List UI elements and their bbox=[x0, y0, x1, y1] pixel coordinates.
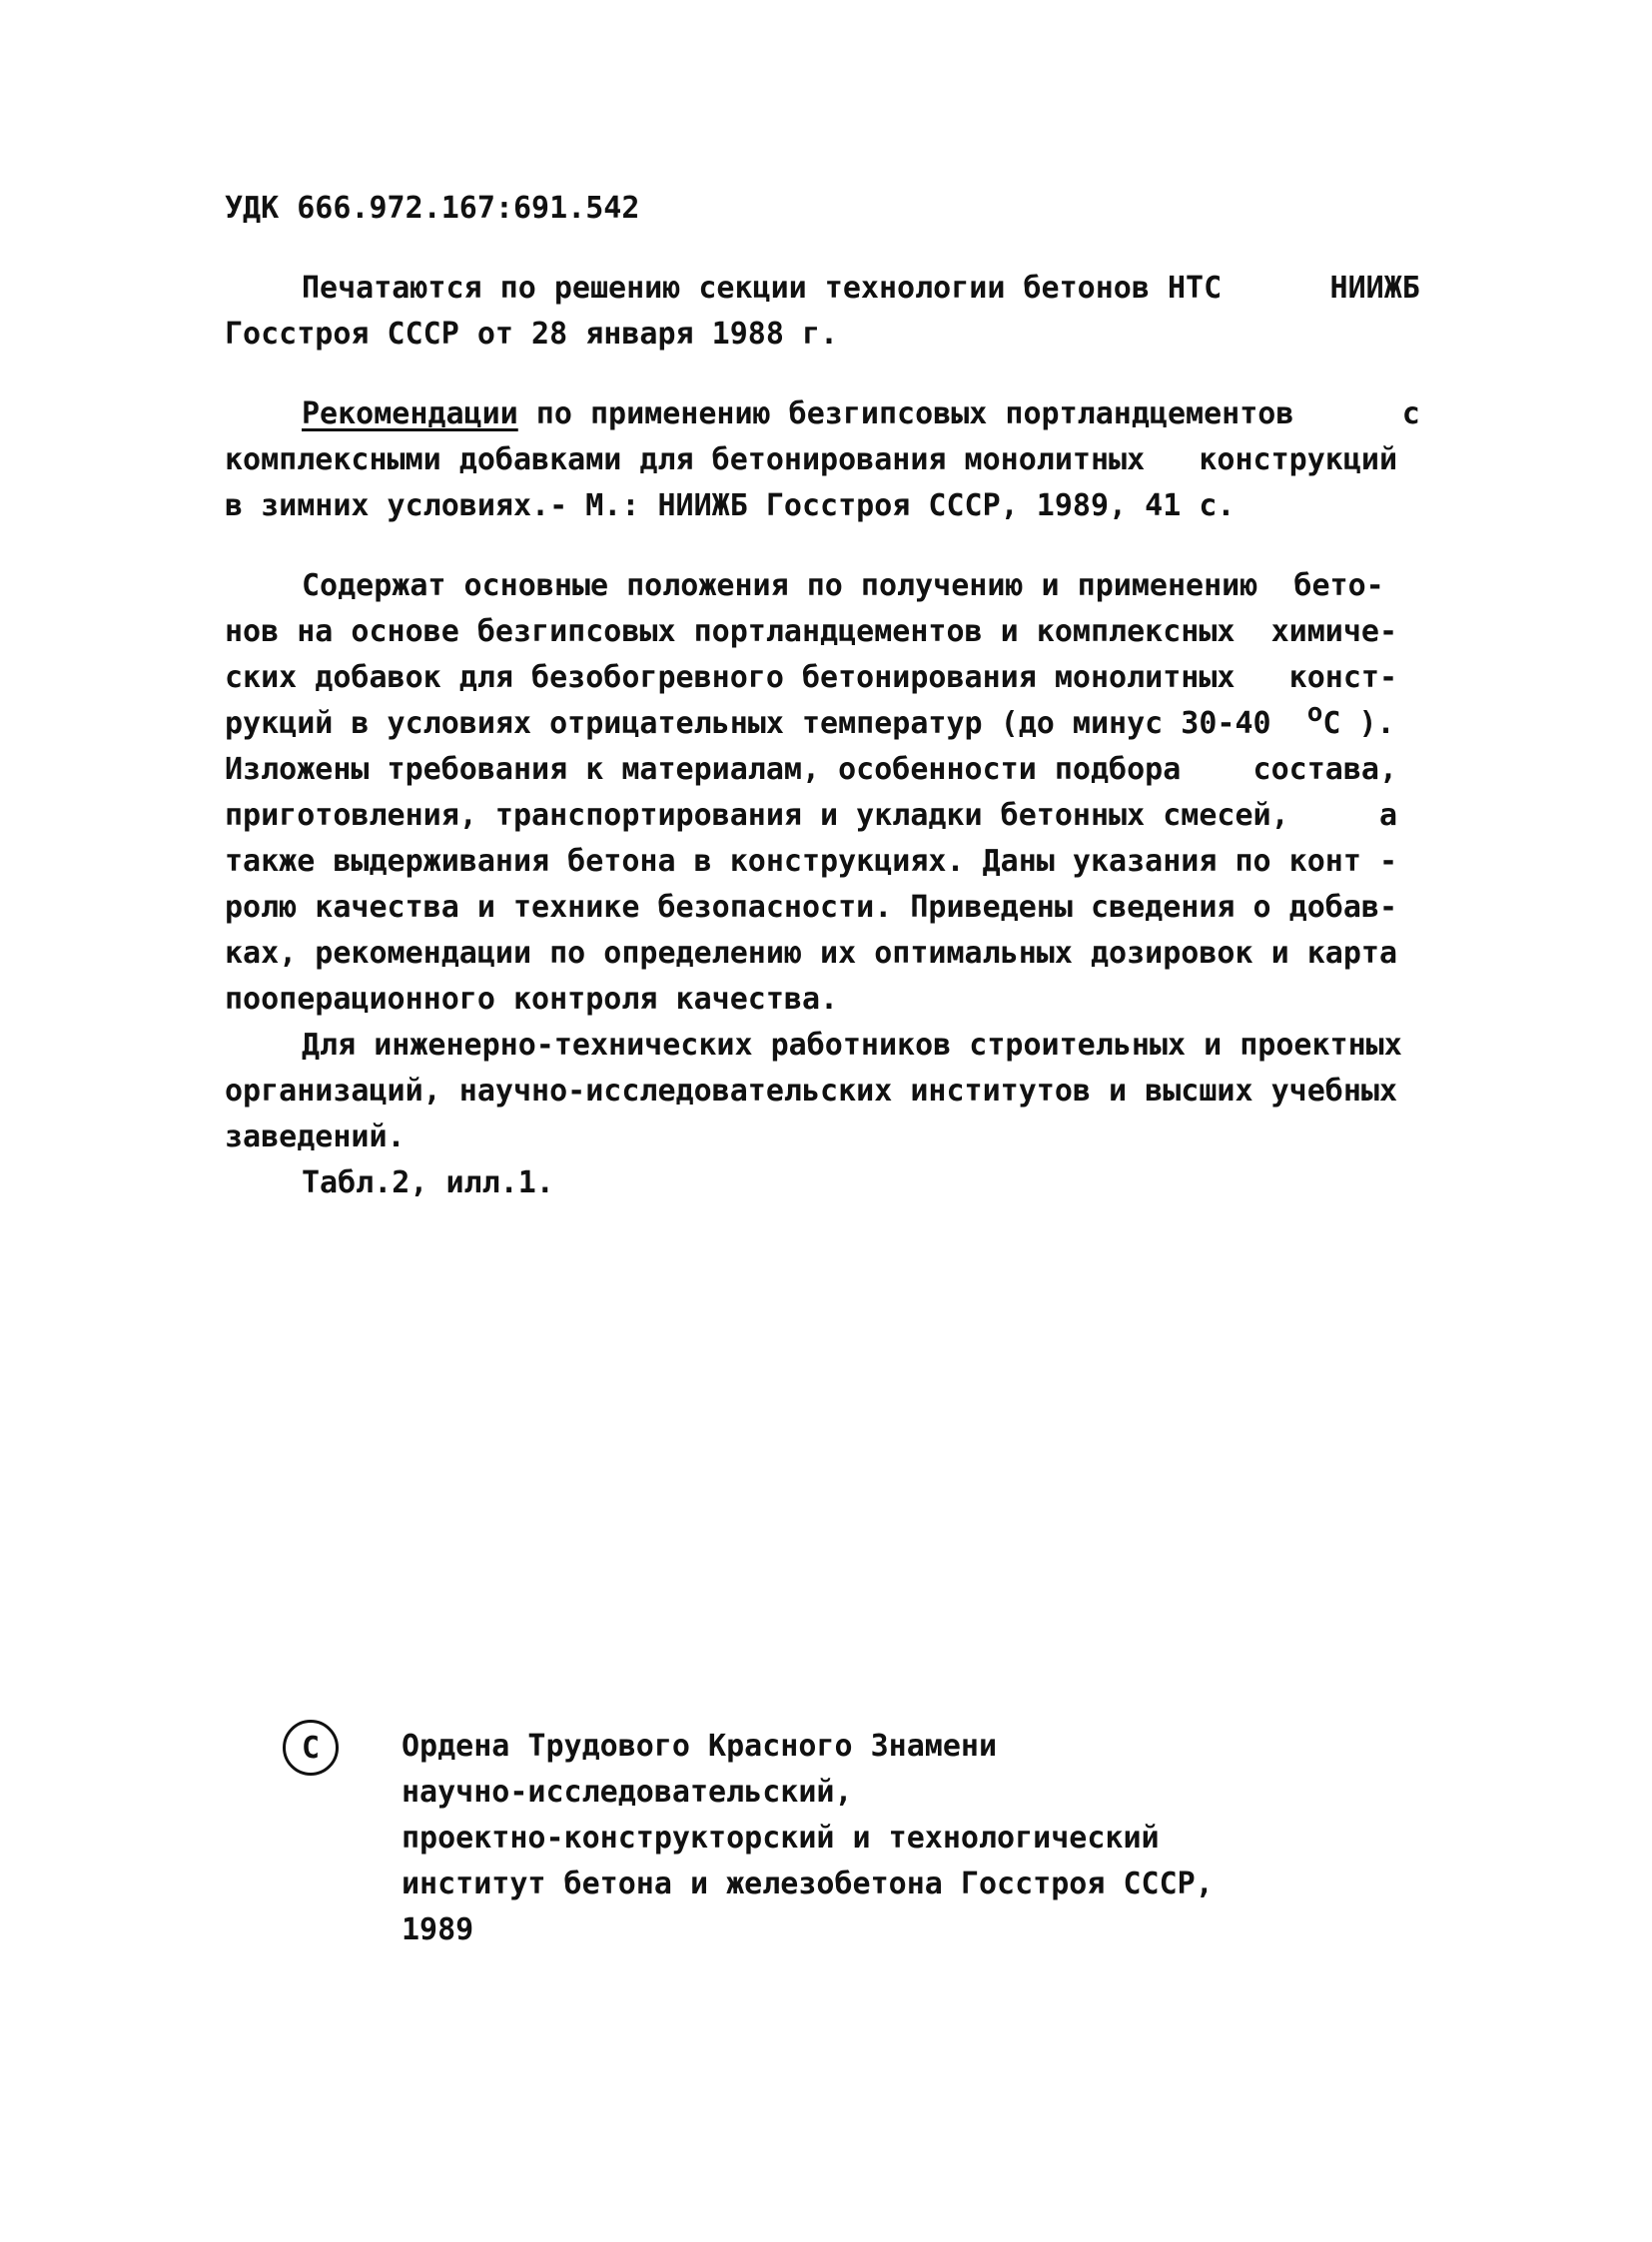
abstract-line-1: Содержат основные положения по получению и применению бето- bbox=[302, 568, 1384, 603]
udk-code: УДК 666.972.167:691.542 bbox=[225, 191, 640, 226]
publication-year: 1989 bbox=[402, 1912, 474, 1947]
abstract-line-4-text: рукций в условиях отрицательных температур (до минус 30-40 bbox=[225, 706, 1307, 741]
citation-line-2: комплексными добавками для бетонирования монолитных конструкций bbox=[225, 442, 1397, 477]
publisher-line-1: Ордена Трудового Красного Знамени bbox=[402, 1729, 998, 1764]
copyright-icon: С bbox=[283, 1720, 339, 1776]
publisher-line-3: проектно-конструкторский и технологический bbox=[402, 1821, 1160, 1856]
abstract-line-9: ках, рекомендации по определению их оптимальных дозировок и карта bbox=[225, 936, 1397, 971]
citation-line-1-rest: по применению безгипсовых портландцементов с bbox=[517, 396, 1420, 431]
degree-superscript: о bbox=[1306, 698, 1323, 728]
approval-line-1: Печатаются по решению секции технологии бетонов НТС НИИЖБ bbox=[302, 271, 1420, 306]
publisher-line-4: институт бетона и железобетона Госстроя СССР, bbox=[402, 1867, 1214, 1901]
abstract-line-7: также выдерживания бетона в конструкциях. Даны указания по конт - bbox=[225, 844, 1397, 879]
audience-line-1: Для инженерно-технических работников строительных и проектных bbox=[302, 1028, 1402, 1063]
abstract-line-2: нов на основе безгипсовых портландцементов и комплексных химиче- bbox=[225, 614, 1397, 649]
abstract-line-6: приготовления, транспортирования и укладки бетонных смесей, а bbox=[225, 798, 1397, 833]
audience-line-3: заведений. bbox=[225, 1120, 406, 1154]
citation-title-word: Рекомендации bbox=[302, 396, 518, 431]
approval-line-2: Госстроя СССР от 28 января 1988 г. bbox=[225, 317, 839, 352]
abstract-line-3: ских добавок для безобогревного бетонирования монолитных конст- bbox=[225, 660, 1397, 695]
temperature-unit: С ). bbox=[1322, 706, 1395, 741]
citation-line-1 bbox=[302, 391, 1478, 437]
abstract-line-5: Изложены требования к материалам, особенности подбора состава, bbox=[225, 752, 1397, 787]
tables-illustrations-count: Табл.2, илл.1. bbox=[302, 1165, 554, 1200]
abstract-line-8: ролю качества и технике безопасности. Приведены сведения о добав- bbox=[225, 890, 1397, 925]
audience-line-2: организаций, научно-исследовательских институтов и высших учебных bbox=[225, 1074, 1397, 1109]
abstract-line-10: пооперационного контроля качества. bbox=[225, 982, 839, 1017]
citation-line-3: в зимних условиях.- М.: НИИЖБ Госстроя СССР, 1989, 41 с. bbox=[225, 488, 1236, 523]
abstract-line-4 bbox=[225, 698, 1478, 748]
publisher-line-2: научно-исследовательский, bbox=[402, 1775, 853, 1810]
